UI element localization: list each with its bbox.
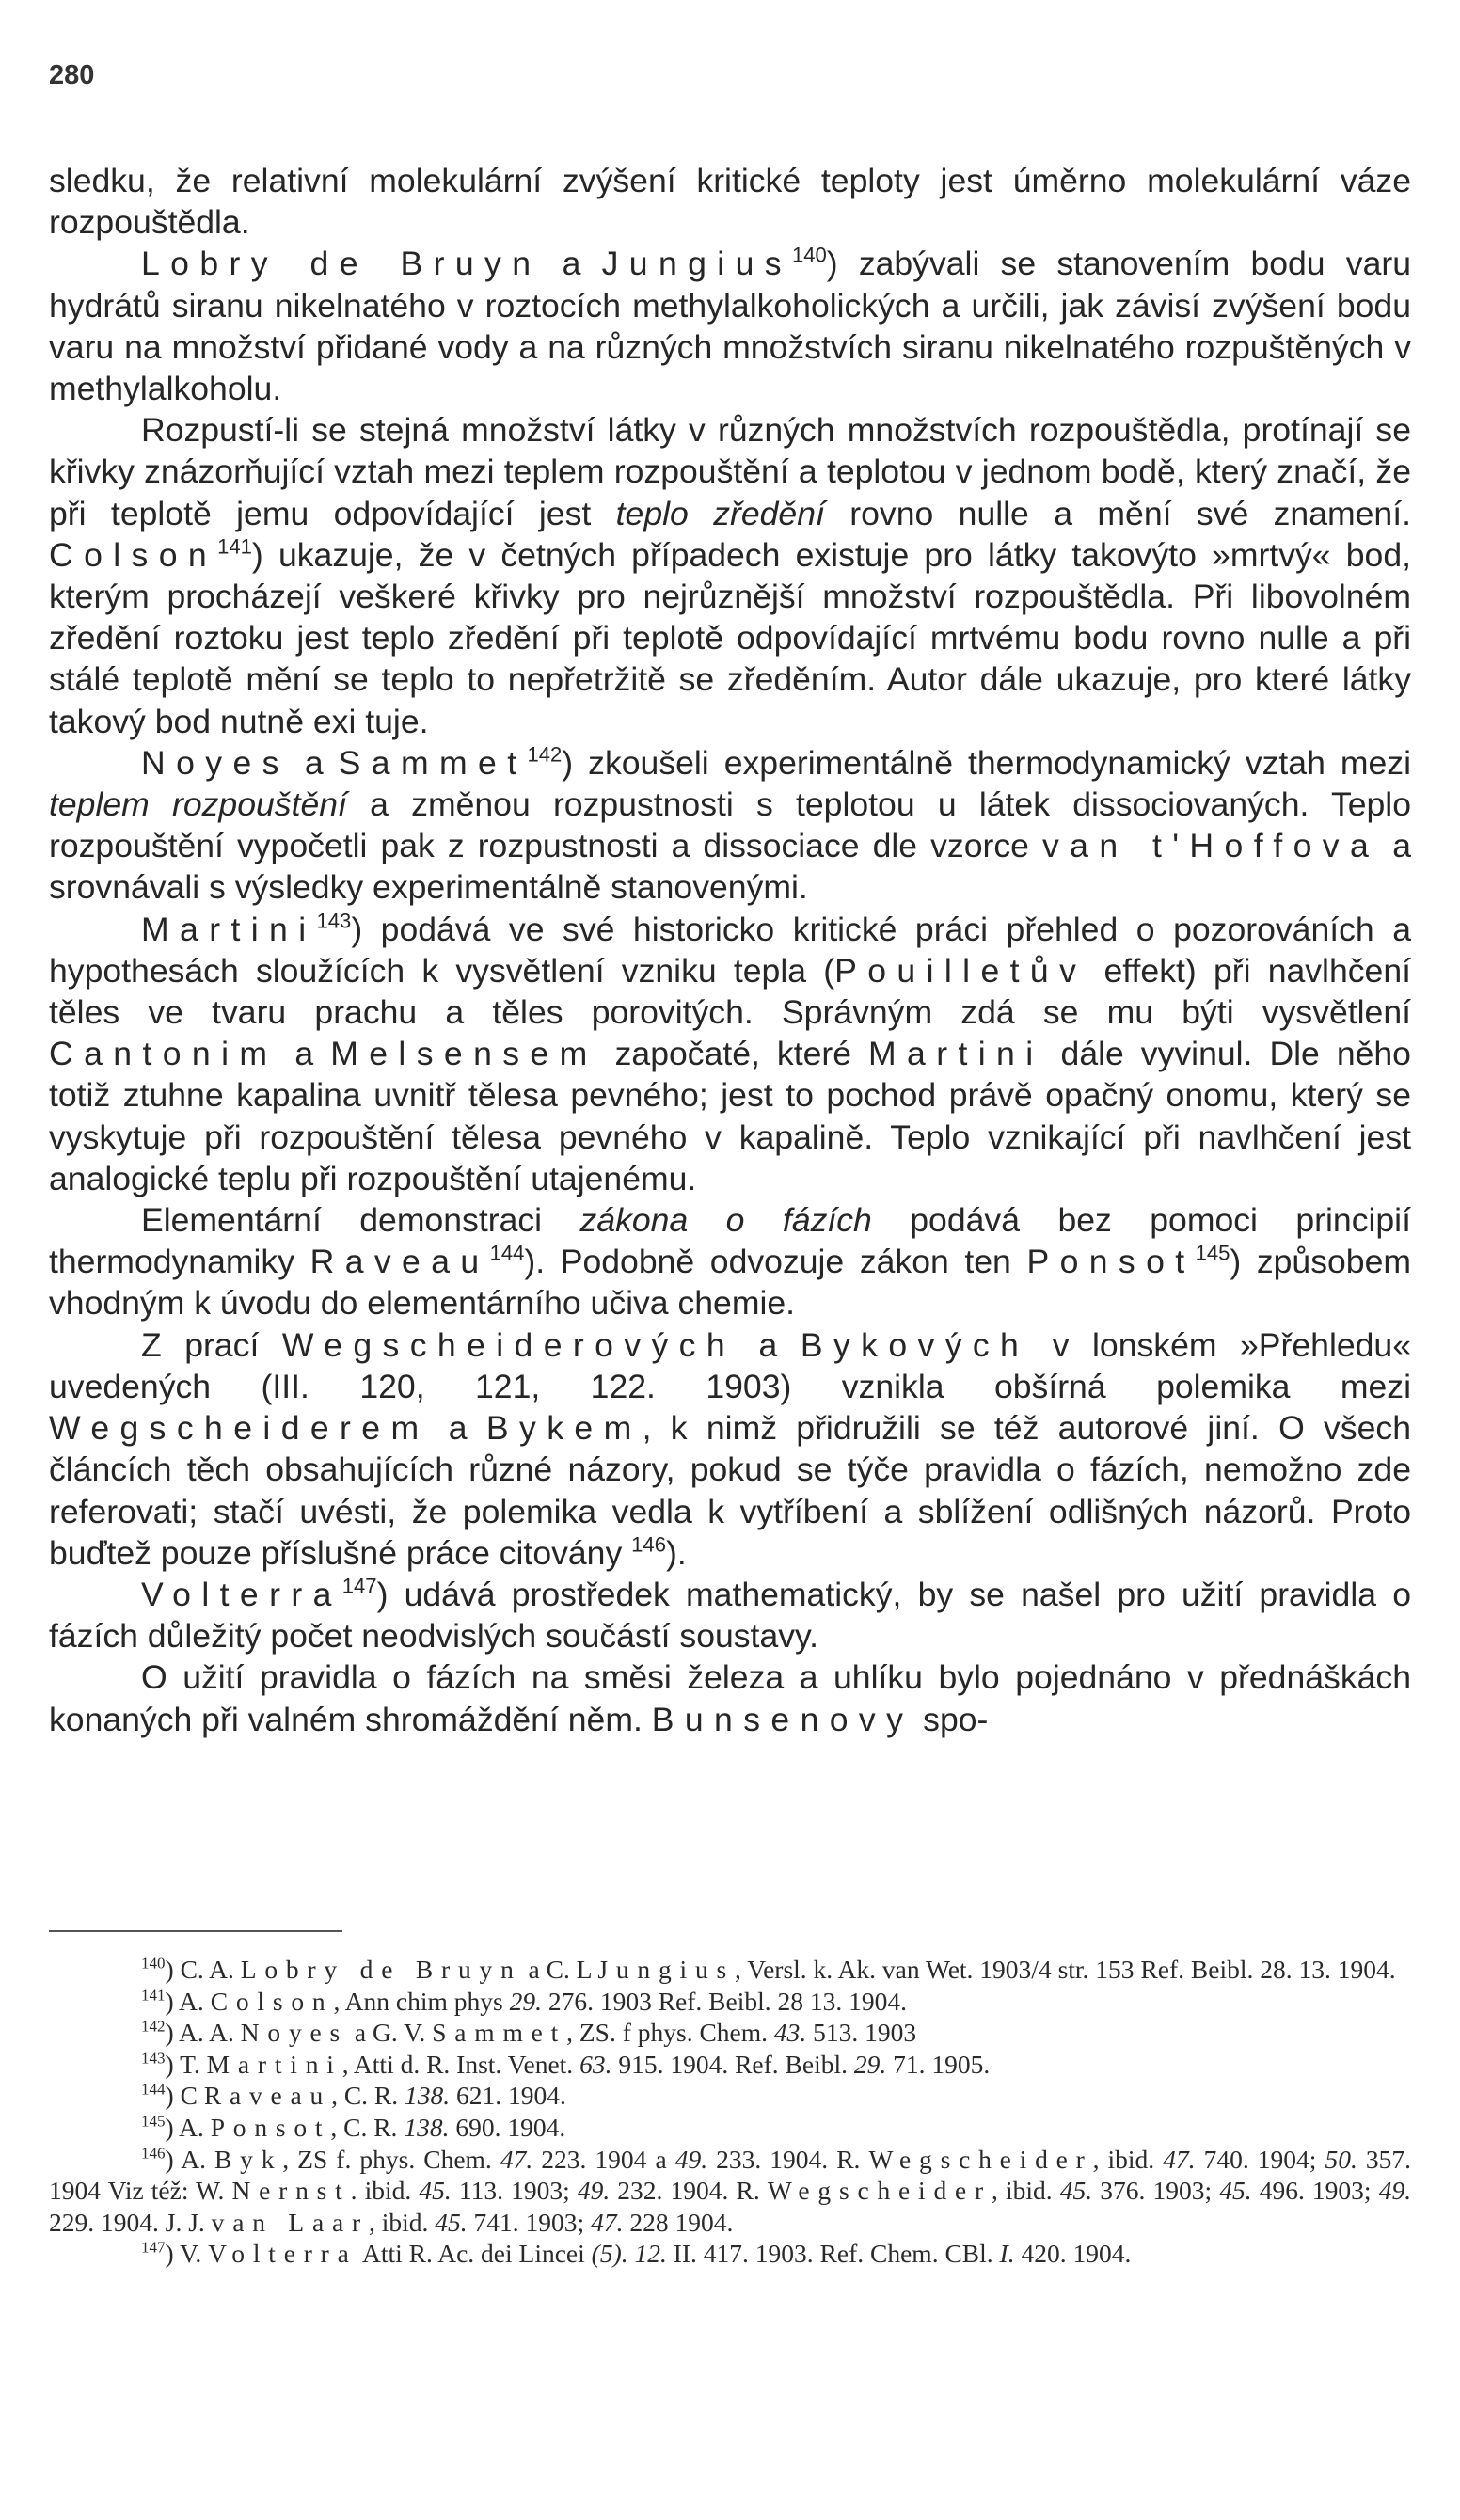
text-run: 357. 1904 Viz též: W. (49, 2144, 1412, 2206)
text-run: , ibid. (369, 2207, 436, 2237)
spaced-name: Wegscheider (767, 2176, 992, 2206)
italic-text: 49. (577, 2176, 611, 2206)
italic-text: 138. (404, 2112, 450, 2142)
footnote: $^{145}$) A. Ponsot, C. R. 138. 690. 1904. (141, 2112, 566, 2142)
text-run: ) podává ve své historicko kritické práci přehled o pozorováních a hypothesách sloužících k vysvětlení vzniku tepla ( (49, 910, 1411, 990)
spaced-name: Byk (214, 2144, 283, 2174)
text-run: 276. 1903 Ref. Beibl. 28 13. 1904. (541, 1986, 908, 2016)
page-number: 280 (49, 60, 95, 90)
text-run: , C. R. (330, 2112, 405, 2142)
text-run: V. (180, 2239, 209, 2269)
footnotes (49, 1954, 1411, 2270)
text-run: A. (179, 2112, 211, 2142)
spaced-name: Sammet (338, 743, 528, 782)
spaced-name: Ponsot (1026, 1243, 1196, 1281)
paragraph (49, 1656, 1411, 1739)
text-run: započaté, které (597, 1035, 869, 1073)
text-run: , ibid. (992, 2176, 1060, 2206)
spaced-name: Bunsenovy (651, 1700, 914, 1738)
text-run: a srovnávali s výsledky experimentálně stanovenými. (49, 827, 1411, 907)
spaced-name: Noyes (240, 2018, 349, 2048)
spaced-name: Noyes (141, 743, 290, 782)
text-run: A. A. (179, 2018, 241, 2048)
footnote-number: 146 (141, 2144, 166, 2162)
text-run: , Ann chim phys (333, 1986, 510, 2016)
text-run: ). Podobně odvozuje zákon ten (524, 1243, 1027, 1281)
footnote-number: 143 (141, 2049, 166, 2068)
italic-text: 49. (1378, 2176, 1412, 2206)
paragraph (49, 243, 1411, 409)
footnote-reference: 142 (527, 742, 563, 767)
footnote: $^{144}$) C Raveau, C. R. 138. 621. 1904. (141, 2080, 566, 2111)
text-run: , Atti d. R. Inst. Venet. (341, 2049, 580, 2079)
spaced-name: Ponsot (210, 2112, 331, 2142)
footnote-divider (49, 1930, 342, 1932)
spaced-name: Colson (49, 535, 218, 574)
body-text (49, 160, 1411, 1740)
paragraph (49, 160, 1411, 243)
spaced-name: Martini (206, 2049, 342, 2079)
spaced-name: Nernst (231, 2176, 351, 2206)
footnote-reference: 145 (1195, 1241, 1230, 1265)
text-run: ) udává prostředek mathematický, by se našel pro užití pravidla o fázích důležitý počet neodvislých součástí soustavy. (49, 1575, 1411, 1656)
spaced-name: Lobry de Bruyn (240, 1955, 522, 1984)
text-run: effekt) při navlhčení těles ve tvaru prachu a těles porovitých. Správným zdá se mu býti vysvětlení (49, 951, 1411, 1032)
text-run: A. (179, 1986, 211, 2016)
spaced-name: Colson (210, 1986, 334, 2016)
text-run: a (541, 245, 602, 283)
text-run: podává bez pomoci principií thermodynamiky (49, 1201, 1411, 1281)
text-run: ) způsobem vhodným k úvodu do elementárního učiva chemie. (49, 1243, 1411, 1323)
spaced-name: Jungius (601, 245, 792, 283)
paragraph (49, 1574, 1411, 1656)
footnote: $^{143}$) T. Martini, Atti d. R. Inst. Venet. 63. 915. 1904. Ref. Beibl. 29. 71. 1905. (141, 2049, 991, 2079)
text-run: , k nimž přidružili se též autorové jiní. O všech článcích těch obsahujících různé názory, pokud se týče pravidla o fázích, nemožno zde referovati; stačí uvésti, že polemika vedla k vytříbení a sblížení odlišných názorů. Proto buďtež pouze příslušné práce citovány (49, 1409, 1411, 1572)
text-run: 621. 1904. (450, 2081, 566, 2111)
italic-text: I. (999, 2239, 1015, 2269)
italic-text: 49. (674, 2144, 708, 2174)
footnote-reference: 144 (489, 1241, 525, 1265)
spaced-name: Jungius (597, 1955, 736, 1984)
footnote-number: 140 (141, 1954, 166, 1973)
italic-text: 45. (1059, 2176, 1093, 2206)
text-run: ) ukazuje, že v četných případech existuje pro látky takovýto »mrtvý« bod, kterým procházejí veškeré křivky pro nejrůznější množství rozpouštědla. Při libovolném zředění roztoku jest teplo zředění při teplotě odpovídající mrtvému bodu rovno nulle a při stálé teplotě mění se teplo to nepřetržitě se zředěním. Autor dále ukazuje, pro které látky takový bod nutně exi tuje. (49, 535, 1411, 740)
spaced-name: Bykem (485, 1409, 643, 1448)
text-run: a G. V. (348, 2018, 433, 2048)
text-run: 71. 1905. (886, 2049, 991, 2079)
paragraph (49, 909, 1411, 1199)
text-run: 233. 1904. R. (707, 2144, 869, 2174)
text-run: , ZS. f phys. Chem. (566, 2018, 774, 2048)
text-run: 741. 1903; (467, 2207, 592, 2237)
italic-text: 29. (509, 1986, 542, 2016)
footnote-reference: 146 (631, 1532, 666, 1557)
text-run: II. 417. 1903. Ref. Chem. CBl. (666, 2239, 1000, 2269)
text-run: Z prací (141, 1325, 282, 1364)
spaced-name: Volterra (208, 2239, 357, 2269)
text-run: a (736, 1325, 801, 1364)
text-run: , ibid. (1092, 2144, 1164, 2174)
italic-text: 47. (500, 2144, 533, 2174)
text-run: dále vyvinul. Dle něho totiž ztuhne kapalina uvnitř tělesa pevného; jest to pochod právě opačný onomu, který se vyskytuje při rozpouštění tělesa pevného v kapalině. Teplo vznikající při navlhčení jest analogické teplu při rozpouštění utajenému. (49, 1035, 1411, 1197)
spaced-name: van Laar (211, 2207, 370, 2237)
footnote: $^{142}$) A. A. Noyes a G. V. Sammet, ZS. f phys. Chem. 43. 513. 1903 (141, 2017, 917, 2048)
italic-text: 63. (579, 2049, 612, 2079)
footnote: $^{147}$) V. Volterra Atti R. Ac. dei Lincei (5). 12. II. 417. 1903. Ref. Chem. CBl. I. 420. 1904. (141, 2238, 1132, 2269)
text-run: ) zkoušeli experimentálně thermodynamický vztah mezi (562, 743, 1412, 782)
spaced-name: Melsensem (330, 1035, 598, 1073)
spaced-name: Raveau (203, 2081, 332, 2111)
footnote: $^{146}$) A. Byk, ZS f. phys. Chem. 47. 223. 1904 a 49. 233. 1904. R. Wegscheider, ibid. 47. 740. 1904; 50. 357. 1904 Viz též: W. Nernst. ibid. 45. 113. 1903; 49. 232. 1904. R. Wegscheider, ibid. 45. 376. 1903; 45. 496. 1903; 49. 229. 1904. J. J. van Laar, ibid. 45. 741. 1903; 47. 228 1904. (49, 2144, 1412, 2237)
text-run: a (429, 1409, 486, 1448)
italic-text: teplem rozpouštění (49, 785, 347, 824)
italic-text: 45. (419, 2176, 452, 2206)
text-run: C (180, 2081, 204, 2111)
text-run: a (278, 1035, 331, 1073)
paragraph (49, 742, 1411, 909)
spaced-name: Raveau (309, 1243, 490, 1281)
italic-text: teplo zředění (615, 494, 825, 532)
text-run: O užití pravidla o fázích na směsi železa a uhlíku bylo pojednáno v přednáškách konaných při valném shromáždění něm. (49, 1658, 1411, 1738)
text-run: A. (181, 2144, 215, 2174)
paragraph (49, 409, 1411, 742)
italic-text: 138. (405, 2081, 451, 2111)
italic-text: 43. (773, 2018, 807, 2048)
italic-text: 47. (1163, 2144, 1196, 2174)
spaced-name: Pouilletův (834, 951, 1087, 990)
text-run: Elementární demonstraci (141, 1201, 580, 1240)
spaced-name: Volterra (141, 1575, 342, 1613)
footnote-number: 144 (141, 2080, 166, 2099)
text-run: a (289, 743, 339, 782)
footnote-reference: 147 (341, 1574, 377, 1598)
text-run: 228 1904. (623, 2207, 734, 2237)
spaced-name: Martini (141, 910, 317, 948)
italic-text: zákona o fázích (579, 1201, 872, 1240)
text-run: a změnou rozpustnosti s teplotou u látek dissociovaných. Teplo rozpouštění vypočetli pak z rozpustnosti a dissociace dle vzorce (49, 785, 1412, 865)
spaced-name: Bykových (800, 1325, 1030, 1364)
footnote-reference: 140 (791, 243, 827, 267)
text-run: 690. 1904. (449, 2112, 566, 2142)
text-run: 376. 1903; (1092, 2176, 1220, 2206)
text-run: Atti R. Ac. dei Lincei (357, 2239, 592, 2269)
spaced-name: Wegscheiderových (281, 1325, 737, 1364)
italic-text: 29. (853, 2049, 887, 2079)
text-run: 113. 1903; (451, 2176, 578, 2206)
text-run: , C. R. (331, 2081, 405, 2111)
footnote: $^{141}$) A. Colson, Ann chim phys 29. 276. 1903 Ref. Beibl. 28 13. 1904. (141, 1986, 908, 2016)
paragraph (49, 1324, 1411, 1574)
spaced-name: Wegscheider (868, 2144, 1093, 2174)
text-run: ) zabývali se stanovením bodu varu hydrátů siranu nikelnatého v roztocích methylalkoholických a určili, jak závisí zvýšení bodu varu na množství přidané vody a na různých množstvích siranu nikelnatého rozpuštěných v methylalkoholu. (49, 245, 1411, 408)
footnote-number: 141 (141, 1986, 166, 2005)
text-run: 915. 1904. Ref. Beibl. (611, 2049, 854, 2079)
text-run: rovno nulle a mění své znamení. (824, 494, 1411, 532)
text-run: 513. 1903 (806, 2018, 917, 2048)
text-run: . ibid. (350, 2176, 420, 2206)
text-run: 223. 1904 a (532, 2144, 675, 2174)
footnote: $^{140}$) C. A. Lobry de Bruyn a C. L Jungius, Versl. k. Ak. van Wet. 1903/4 str. 153 Ref. Beibl. 28. 13. 1904. (141, 1954, 1396, 1984)
spaced-name: Wegscheiderem (49, 1409, 430, 1448)
text-run: 740. 1904; (1195, 2144, 1325, 2174)
italic-text: 50. (1325, 2144, 1357, 2174)
text-run: 496. 1903; (1251, 2176, 1379, 2206)
text-run: v lonském »Přehledu« uvedených (III. 120, 121, 122. 1903) vznikla obšírná polemika mezi (49, 1325, 1411, 1405)
spaced-name: Martini (868, 1035, 1044, 1073)
text-run: Rozpustí-li se stejná množství látky v různých množstvích rozpouštědla, protínají se křivky znázorňující vztah mezi teplem rozpouštění a teplotou v jednom bodě, který značí, že při teplotě jemu odpovídající jest (49, 411, 1411, 532)
spaced-name: Sammet (432, 2018, 567, 2048)
footnote-reference: 141 (217, 534, 252, 559)
paragraph (49, 1199, 1411, 1324)
spaced-name: Lobry de Bruyn (141, 245, 542, 283)
text-run: , Versl. k. Ak. van Wet. 1903/4 str. 153 Ref. Beibl. 28. 13. 1904. (735, 1955, 1396, 1984)
spaced-name: Cantonim (49, 1035, 278, 1073)
footnote-number: 145 (141, 2112, 166, 2131)
footnote-number: 147 (141, 2238, 166, 2257)
text-run: sledku, že relativní molekulární zvýšení kritické teploty jest úměrno molekulární váze rozpouštědla. (49, 162, 1411, 242)
italic-text: 47. (591, 2207, 624, 2237)
footnote-reference: 143 (316, 908, 352, 932)
text-run: T. (180, 2049, 207, 2079)
text-run: 229. 1904. J. J. (49, 2207, 212, 2237)
text-run: 420. 1904. (1014, 2239, 1132, 2269)
italic-text: 45. (1219, 2176, 1252, 2206)
italic-text: (5). 12. (591, 2239, 667, 2269)
text-run: 232. 1904. R. (610, 2176, 768, 2206)
text-run: spo- (913, 1700, 989, 1738)
text-run: a C. L (521, 1955, 598, 1984)
spaced-name: van t'Hoffova (1041, 827, 1380, 865)
text-run: C. A. (180, 1955, 241, 1984)
italic-text: 45. (435, 2207, 468, 2237)
text-run: , ZS f. phys. Chem. (282, 2144, 500, 2174)
text-run: ). (665, 1533, 687, 1572)
footnote-number: 142 (141, 2017, 166, 2036)
